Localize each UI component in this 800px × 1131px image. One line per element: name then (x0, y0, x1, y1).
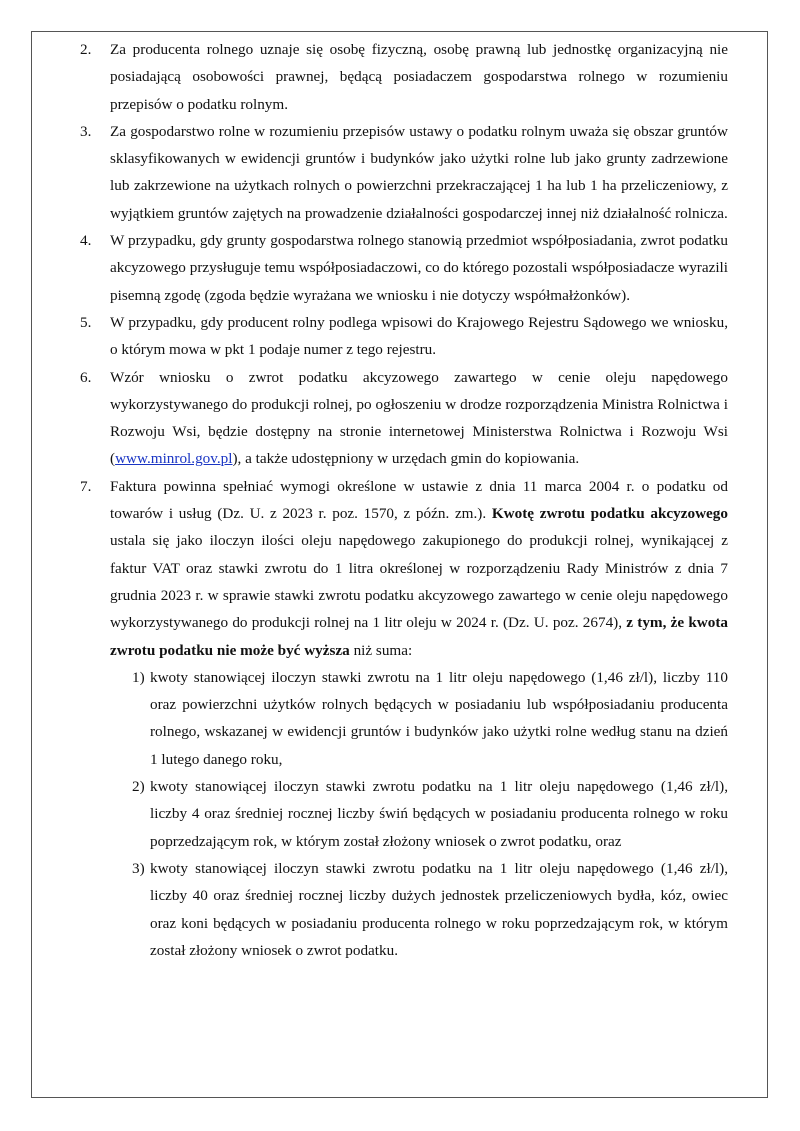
sub-number: 1) (132, 668, 145, 686)
list-number: 7. (80, 477, 92, 495)
bold-refund-amount: Kwotę zwrotu podatku akcyzowego (491, 505, 728, 523)
sub-number: 2) (132, 778, 145, 796)
list-item-2 (80, 36, 728, 118)
list-item-text-before: Wzór wniosku o zwrot podatku akcyzowego zawartego w cenie oleju napędowego wykorzystywanego do produkcji rolnej, po ogłoszeniu w drodze rozporządzenia Ministra Rolnictwa i Rozwoju Wsi, będzie dostępny na stronie internetowej Ministerstwa Rolnictwa i Rozwoju Wsi ( (110, 368, 728, 468)
list-item-7 (80, 473, 728, 664)
list-item-text: W przypadku, gdy producent rolny podlega wpisowi do Krajowego Rejestru Sądowego we wniosku, o którym mowa w pkt 1 podaje numer z tego rejestru. (110, 313, 728, 359)
list-number: 5. (80, 313, 92, 331)
list-item-6 (80, 364, 728, 473)
list-item-text-b: ustala się jako iloczyn ilości oleju napędowego zakupionego do produkcji rolnej, wynikającej z faktur VAT oraz stawki zwrotu do 1 litra określonej w rozporządzeniu Rady Ministrów z dnia 7 grudnia 2023 r. w sprawie stawki zwrotu podatku akcyzowego zawartego w cenie oleju napędowego wykorzystywanego do produkcji rolnej na 1 litr oleju w 2024 r. (Dz. U. poz. 2674), (110, 532, 728, 632)
ministry-website-link[interactable]: www.minrol.gov.pl (115, 450, 233, 468)
list-item-4 (80, 227, 728, 309)
sub-item-text: kwoty stanowiącej iloczyn stawki zwrotu podatku na 1 litr oleju napędowego (1,46 zł/l), liczby 4 oraz średniej rocznej liczby świń będących w posiadaniu producenta rolnego w roku poprzedzającym rok, w którym został złożony wniosek o zwrot podatku, oraz (150, 778, 728, 850)
list-item-text-c: niż suma: (349, 641, 413, 659)
sub-item-3 (134, 855, 728, 964)
bold-limit-clause: z tym, że kwota zwrotu podatku nie może być wyższa (110, 614, 729, 659)
document-body (80, 36, 728, 964)
list-item-5 (80, 309, 728, 364)
list-item-text: Za producenta rolnego uznaje się osobę fizyczną, osobę prawną lub jednostkę organizacyjną nie posiadającą osobowości prawnej, będącą posiadaczem gospodarstwa rolnego w rozumieniu przepisów o podatku rolnym. (110, 41, 728, 113)
list-number: 2. (80, 41, 92, 58)
list-item-text: W przypadku, gdy grunty gospodarstwa rolnego stanowią przedmiot współposiadania, zwrot podatku akcyzowego przysługuje temu współposiadaczowi, co do którego pozostali współposiadacze wyrazili pisemną zgodę (zgoda będzie wyrażana we wniosku i nie dotyczy współmałżonków). (110, 232, 728, 304)
list-item-text: Za gospodarstwo rolne w rozumieniu przepisów ustawy o podatku rolnym uważa się obszar gruntów sklasyfikowanych w ewidencji gruntów i budynków jako użytki rolne lub jako grunty zadrzewione lub zakrzewione na użytkach rolnych o powierzchni przekraczającej 1 ha lub 1 ha przeliczeniowy, z wyjątkiem gruntów zajętych na prowadzenie działalności gospodarczej innej niż działalność rolnicza. (110, 122, 728, 222)
list-number: 3. (80, 122, 92, 140)
list-number: 4. (80, 232, 92, 250)
sub-item-1 (134, 664, 728, 773)
list-item-text-a: Faktura powinna spełniać wymogi określone w ustawie z dnia 11 marca 2004 r. o podatku od towarów i usług (Dz. U. z 2023 r. poz. 1570, z późn. zm.). (110, 477, 728, 523)
sub-item-text: kwoty stanowiącej iloczyn stawki zwrotu podatku na 1 litr oleju napędowego (1,46 zł/l), liczby 40 oraz średniej rocznej liczby dużych jednostek przeliczeniowych bydła, kóz, owiec oraz koni będących w posiadaniu producenta rolnego w roku poprzedzającym rok, w którym został złożony wniosek o zwrot podatku. (150, 859, 728, 959)
sub-number: 3) (132, 859, 145, 877)
sub-item-text: kwoty stanowiącej iloczyn stawki zwrotu na 1 litr oleju napędowego (1,46 zł/l), liczby 110 oraz powierzchni użytków rolnych będących w posiadaniu lub współposiadaniu producenta rolnego, wskazanej w ewidencji gruntów i budynków jako użytki rolne według stanu na dzień 1 lutego danego roku, (150, 668, 728, 768)
list-number: 6. (80, 368, 92, 386)
list-item-text-after: ), a także udostępniony w urzędach gmin do kopiowania. (232, 450, 580, 468)
sub-item-2 (134, 773, 728, 855)
list-item-3 (80, 118, 728, 227)
